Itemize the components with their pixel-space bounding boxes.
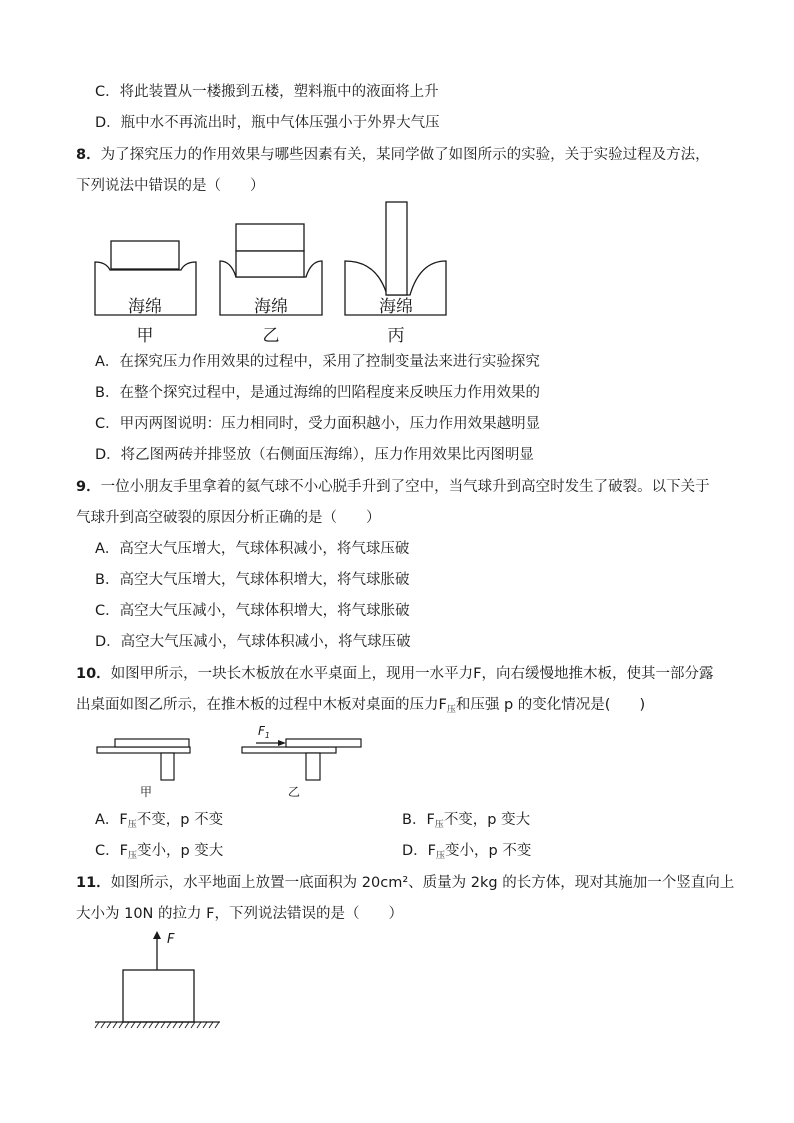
q9-option-d: D．高空大气压减小，气球体积减小，将气球压破 (95, 634, 411, 650)
q9-stem-text1: 一位小朋友手里拿着的氦气球不小心脱手升到了空中，当气球升到高空时发生了破裂。以下关于 (100, 479, 710, 495)
q8-stem-text1: 为了探究压力的作用效果与哪些因素有关，某同学做了如图所示的实验，关于实验过程及方法， (100, 147, 710, 163)
q10-stem-line1 (76, 664, 714, 684)
fig-label-bing: 丙 (387, 326, 405, 346)
fig-label-yi: 乙 (262, 326, 280, 346)
brick-upright (386, 202, 407, 295)
cuboid-block (123, 970, 194, 1022)
q10-option-c: C．$F_压$变小，p 变大 (95, 843, 224, 861)
q8-stem-line2: 下列说法中错误的是（ ） (76, 178, 265, 194)
q8-option-d: D．将乙图两砖并排竖放（右侧面压海绵），压力作用效果比丙图明显 (95, 447, 534, 463)
q10-stem-text1: 如图甲所示，一块长木板放在水平桌面上，现用一水平力F，向右缓慢地推木板，使其一部分露 (110, 666, 714, 682)
force-label-f1: $F_1$ (258, 724, 270, 740)
force-label-f: F (167, 932, 175, 947)
fig-label-jia: 甲 (136, 326, 154, 346)
q11-number: 11． (76, 875, 111, 891)
fig-label-yi: 乙 (288, 785, 301, 799)
q9-stem-line2: 气球升到高空破裂的原因分析正确的是（ ） (76, 510, 381, 526)
q11-stem-text1: 如图所示，水平地面上放置一底面积为 20cm²、质量为 2kg 的长方体，现对其施加一个竖直向上 (110, 875, 735, 891)
table-leg-a (161, 753, 174, 780)
q9-number: 9． (76, 479, 101, 495)
q9-option-c: C．高空大气压减小，气球体积增大，将气球胀破 (95, 603, 410, 619)
q10-stem-subscript: 压 (446, 705, 456, 715)
q10-stem-line2 (76, 695, 645, 717)
q9-stem-line1 (76, 477, 710, 497)
table-top-b (242, 747, 336, 753)
q7-option-d: D．瓶中水不再流出时，瓶中气体压强小于外界大气压 (95, 115, 440, 131)
q10-option-d: D．$F_压$变小，p 不变 (402, 843, 532, 861)
q9-option-b: B．高空大气压增大，气球体积增大，将气球胀破 (95, 572, 410, 588)
table-top-a (97, 747, 190, 753)
pull-force-arrowhead (153, 931, 161, 939)
q7-option-c: C．将此装置从一楼搬到五楼，塑料瓶中的液面将上升 (95, 84, 439, 100)
q8-option-b: B．在整个探究过程中，是通过海绵的凹陷程度来反映压力作用效果的 (95, 385, 540, 401)
q11-stem-line2: 大小为 10N 的拉力 F，下列说法错误的是（ ） (76, 906, 403, 922)
brick-top (236, 224, 304, 251)
board-a (115, 739, 189, 747)
q9-option-a: A．高空大气压增大，气球体积减小，将气球压破 (95, 541, 410, 557)
q10-stem-text2b: 和压强 p 的变化情况是( ) (455, 697, 646, 713)
q8-option-c: C．甲丙两图说明：压力相同时，受力面积越小，压力作用效果越明显 (95, 416, 541, 432)
brick-flat (111, 241, 179, 269)
q10-option-a: A．$F_压$不变，p 不变 (95, 812, 224, 830)
q10-board-figure (92, 720, 372, 802)
q10-stem-text2a: 出桌面如图乙所示，在推木板的过程中木板对桌面的压力F (76, 697, 447, 713)
sponge-label-b: 海绵 (254, 297, 288, 317)
q10-option-b: B．$F_压$不变，p 变大 (402, 812, 531, 830)
force-arrow-head (278, 740, 286, 746)
q10-number: 10． (76, 666, 111, 682)
q8-number: 8． (76, 147, 101, 163)
fig-label-jia: 甲 (140, 785, 153, 799)
q8-option-a: A．在探究压力作用效果的过程中，采用了控制变量法来进行实验探究 (95, 354, 540, 370)
q8-sponge-figure (85, 195, 455, 350)
table-leg-b (306, 753, 320, 780)
sponge-label-c: 海绵 (379, 297, 413, 317)
board-b (286, 739, 361, 747)
q8-stem-line1 (76, 145, 710, 165)
q11-block-figure (90, 925, 230, 1030)
q11-stem-line1 (76, 873, 734, 893)
brick-bottom (236, 251, 304, 277)
sponge-label-a: 海绵 (128, 297, 162, 317)
ground-hatching (95, 1022, 219, 1028)
